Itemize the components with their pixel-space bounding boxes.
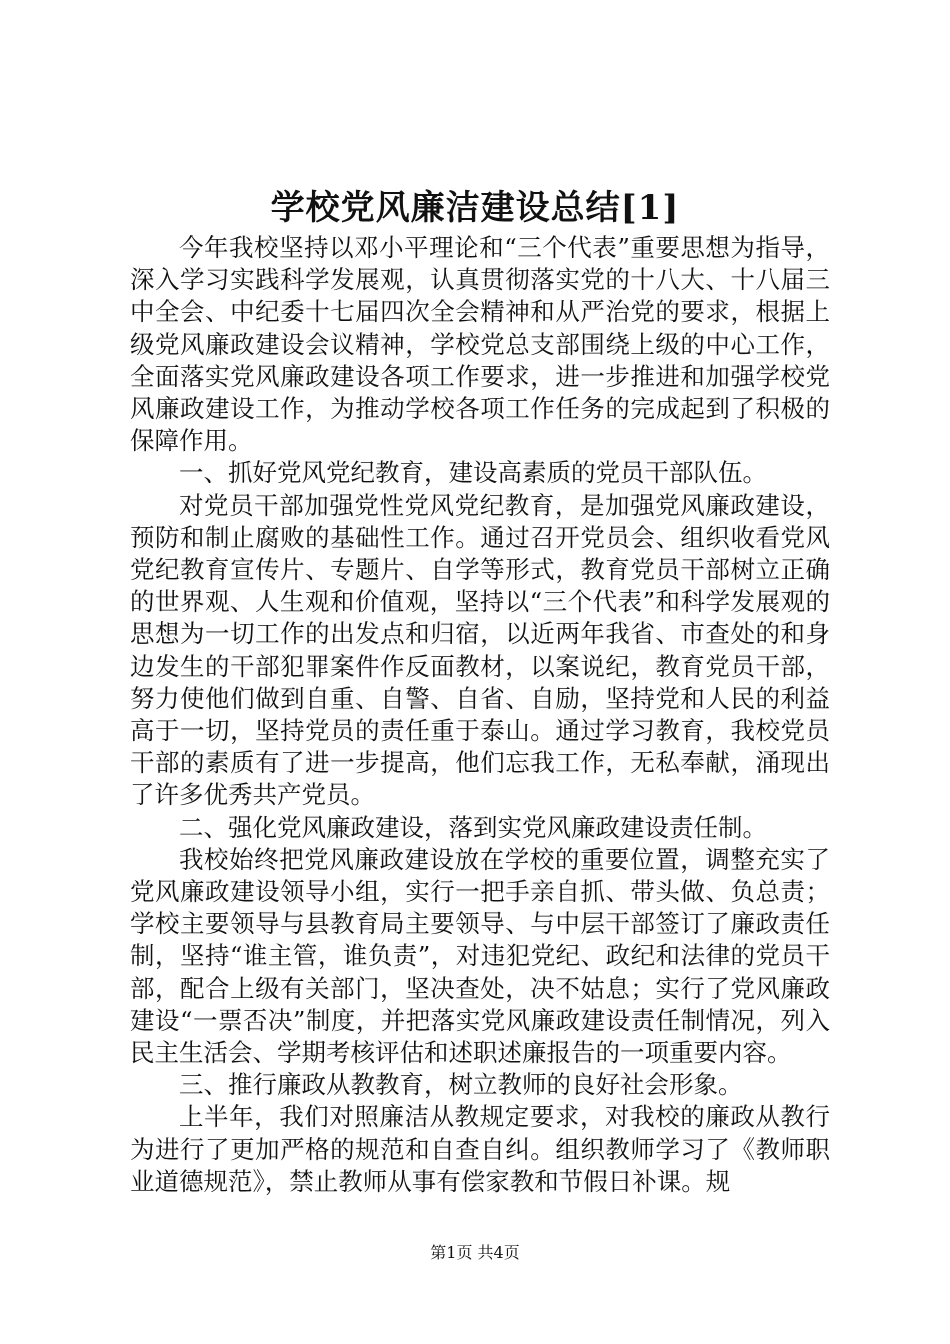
section-heading-1: 一、抓好党风党纪教育，建设高素质的党员干部队伍。	[179, 458, 767, 488]
paragraph-section-3: 上半年，我们对照廉洁从教规定要求，对我校的廉政从教行为进行了更加严格的规范和自查自纠。组织教师学习了《教师职业道德规范》，禁止教师从事有偿家教和节假日补课。规	[130, 1102, 830, 1196]
section-heading-2: 二、强化党风廉政建设，落到实党风廉政建设责任制。	[179, 812, 767, 842]
paragraph-section-1: 对党员干部加强党性党风党纪教育，是加强党风廉政建设，预防和制止腐败的基础性工作。通过召开党员会、组织收看党风党纪教育宣传片、专题片、自学等形式，教育党员干部树立正确的世界观、人生观和价值观，坚持以“三个代表”和科学发展观的思想为一切工作的出发点和归宿，以近两年我省、市查处的和身边发生的干部犯罪案件作反面教材，以案说纪，教育党员干部，努力使他们做到自重、自警、自省、自励，坚持党和人民的利益高于一切，坚持党员的责任重于泰山。通过学习教育，我校党员干部的素质有了进一步提高，他们忘我工作，无私奉献，涌现出了许多优秀共产党员。	[130, 490, 830, 810]
section-heading-3: 三、推行廉政从教教育，树立教师的良好社会形象。	[179, 1070, 743, 1100]
page-footer: 第1页 共4页	[430, 1243, 520, 1262]
paragraph-section-2: 我校始终把党风廉政建设放在学校的重要位置，调整充实了党风廉政建设领导小组，实行一把手亲自抓、带头做、负总责；学校主要领导与县教育局主要领导、与中层干部签订了廉政责任制，坚持“谁主管，谁负责”，对违犯党纪、政纪和法律的党员干部，配合上级有关部门，坚决查处，决不姑息；实行了党风廉政建设“一票否决”制度，并把落实党风廉政建设责任制情况，列入民主生活会、学期考核评估和述职述廉报告的一项重要内容。	[130, 844, 830, 1068]
document-body	[130, 232, 830, 1198]
document-title: 学校党风廉洁建设总结[1]	[270, 188, 680, 228]
paragraph-intro: 今年我校坚持以邓小平理论和“三个代表”重要思想为指导，深入学习实践科学发展观，认真贯彻落实党的十八大、十八届三中全会、中纪委十七届四次全会精神和从严治党的要求，根据上级党风廉政建设会议精神，学校党总支部围绕上级的中心工作，全面落实党风廉政建设各项工作要求，进一步推进和加强学校党风廉政建设工作，为推动学校各项工作任务的完成起到了积极的保障作用。	[130, 233, 830, 456]
